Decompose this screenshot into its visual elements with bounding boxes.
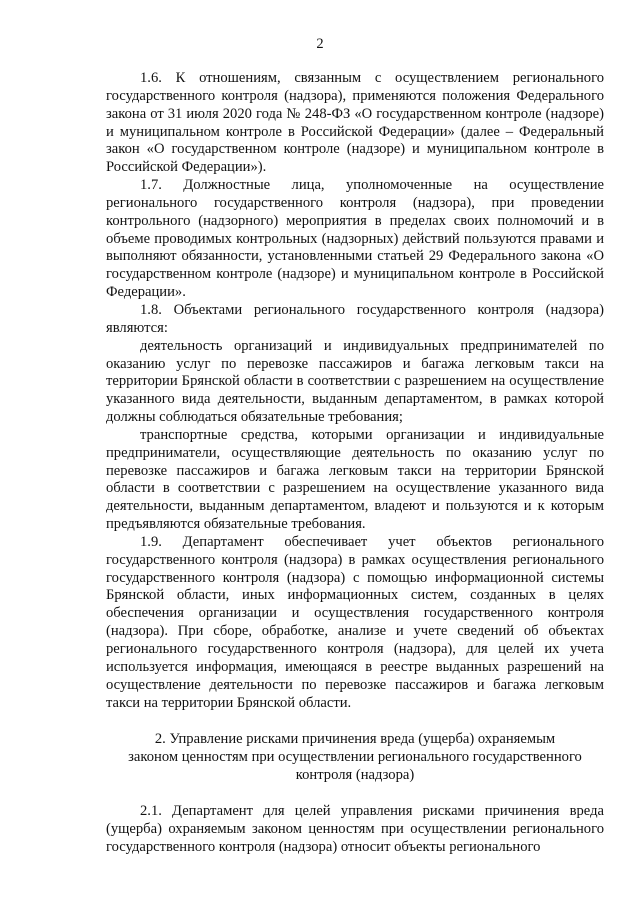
paragraph-1-8-item-activity: деятельность организаций и индивидуальных предпринимателей по оказанию услуг по перевозке пассажиров и багажа легковым такси на территории Брянской области в соответствии с разрешением на осуществление указанного вида деятельности, выданным департаментом, в рамках которой должны соблюдаться обязательные требования; bbox=[106, 337, 604, 426]
paragraph-1-7: 1.7. Должностные лица, уполномоченные на осуществление регионального государственного контроля (надзора), при проведении контрольного (надзорного) мероприятия в пределах своих полномочий и в объеме проводимых контрольных (надзорных) действий пользуются правами и выполняют обязанности, установленными статьей 29 Федерального закона «О государственном контроле (надзоре) и муниципальном контроле в Российской Федерации». bbox=[106, 177, 604, 301]
paragraph-1-9: 1.9. Департамент обеспечивает учет объектов регионального государственного контроля (надзора) в рамках осуществления регионального государственного контроля (надзора) с помощью информационной системы Брянской области, иных информационных систем, созданных в целях обеспечения организации и осуществления государственного контроля (надзора). При сборе, обработке, анализе и учете сведений об объектах регионального государственного контроля (надзора), для целей их учета используется информация, имеющаяся в реестре выданных разрешений на осуществление деятельности по перевозке пассажиров и багажа легковым такси на территории Брянской области. bbox=[106, 533, 604, 711]
document-body bbox=[106, 70, 604, 856]
paragraph-2-1: 2.1. Департамент для целей управления рисками причинения вреда (ущерба) охраняемым законом ценностям при осуществлении регионального государственного контроля (надзора) относит объекты регионального bbox=[106, 802, 604, 855]
paragraph-1-8: 1.8. Объектами регионального государственного контроля (надзора) являются: bbox=[106, 301, 604, 336]
section-heading-line-3: контроля (надзора) bbox=[295, 767, 415, 784]
section-heading bbox=[106, 731, 604, 785]
section-heading-line-2: законом ценностям при осуществлении регионального государственного bbox=[128, 749, 582, 766]
page-number: 2 bbox=[316, 36, 324, 52]
paragraph-1-8-item-vehicles: транспортные средства, которыми организации и индивидуальные предприниматели, осуществляющие деятельность по оказанию услуг по перевозке пассажиров и багажа легковым такси на территории Брянской области в соответствии с разрешением на осуществление указанного вида деятельности, выданным департаментом, владеют и пользуются и к которым предъявляются обязательные требования. bbox=[106, 426, 604, 533]
paragraph-1-6: 1.6. К отношениям, связанным с осуществлением регионального государственного контроля (надзора), применяются положения Федерального закона от 31 июля 2020 года № 248-ФЗ «О государственном контроле (надзоре) и муниципальном контроле в Российской Федерации» (далее – Федеральный закон «О государственном контроле (надзоре) и муниципальном контроле в Российской Федерации»). bbox=[106, 70, 604, 176]
section-heading-line-1: 2. Управление рисками причинения вреда (ущерба) охраняемым bbox=[154, 731, 556, 748]
